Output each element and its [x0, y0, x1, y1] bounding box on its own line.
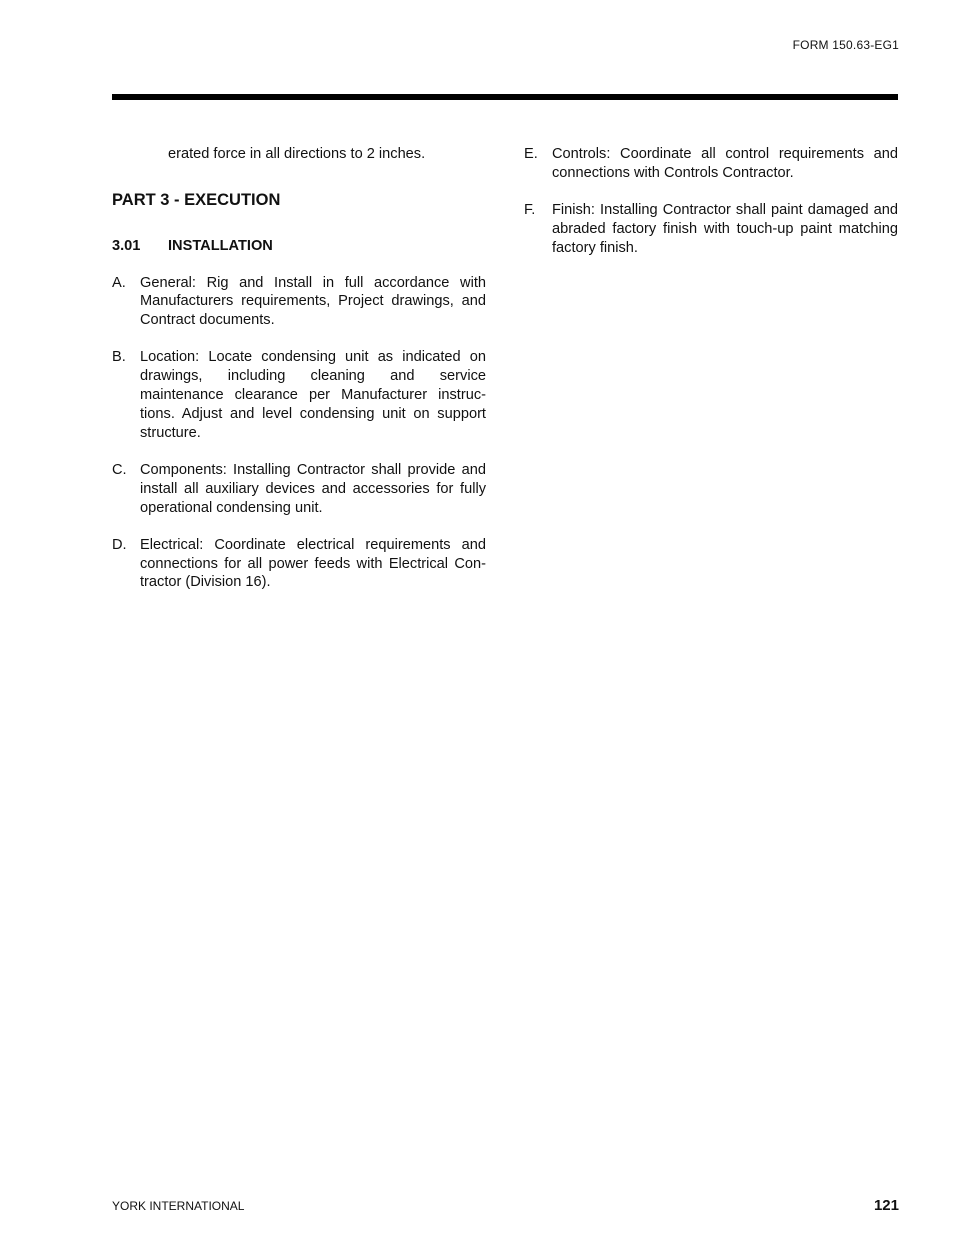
list-item	[524, 145, 898, 183]
header-rule	[112, 94, 898, 100]
item-letter: A.	[112, 274, 126, 291]
item-text: General: Rig and Install in full accordance with Manufacturers requirements, Project drawings, and Contract documents.	[140, 274, 486, 329]
section-number: 3.01	[112, 237, 141, 254]
section-heading	[112, 237, 486, 256]
item-letter: B.	[112, 349, 126, 366]
list-item	[112, 274, 486, 330]
item-text: Electrical: Coordinate electrical requirements and connections for all power feeds with Electrical Contractor (Division 16).	[140, 536, 486, 591]
continuation-text: erated force in all directions to 2 inches.	[168, 146, 426, 162]
item-letter: C.	[112, 461, 127, 478]
right-column	[524, 145, 898, 276]
page-number: 121	[873, 1197, 899, 1214]
item-letter: E.	[524, 146, 538, 162]
item-text: Controls: Coordinate all control requirements and connections with Controls Contractor.	[552, 146, 898, 181]
item-letter: D.	[112, 536, 127, 553]
item-text: Location: Locate condensing unit as indicated on drawings, including cleaning and service maintenance clearance per Manufacturer instructions. Adjust and level condensing unit on support structure.	[140, 349, 486, 441]
list-item	[112, 348, 486, 442]
section-title: INSTALLATION	[168, 237, 273, 254]
installation-item-list-continued	[524, 145, 898, 257]
item-text: Components: Installing Contractor shall provide and install all auxiliary devices and accessories for fully operational condensing unit.	[140, 461, 486, 516]
form-number: FORM 150.63-EG1	[792, 38, 899, 52]
installation-item-list	[112, 274, 486, 593]
part-heading: PART 3 - EXECUTION	[112, 190, 281, 209]
item-letter: F.	[524, 202, 536, 219]
list-item	[112, 461, 486, 517]
list-item	[524, 201, 898, 257]
item-text: Finish: Installing Contractor shall paint damaged and abraded factory finish with touch-up paint matching factory finish.	[552, 202, 898, 256]
footer-company: YORK INTERNATIONAL	[112, 1199, 245, 1213]
list-item	[112, 536, 486, 592]
left-column	[112, 145, 486, 611]
